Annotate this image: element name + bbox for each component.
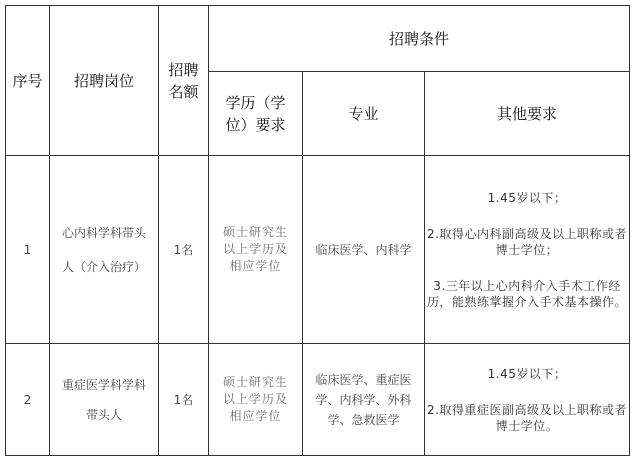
- row-seq: 1: [6, 156, 50, 344]
- row-position: [50, 344, 159, 456]
- row-major: [303, 344, 425, 456]
- row-position: [50, 156, 159, 344]
- header-major: 专业: [303, 72, 425, 156]
- row-degree-text: 硕士研究生以上学历及相应学位: [222, 225, 288, 273]
- header-other: 其他要求: [425, 72, 630, 156]
- requirement-line: 3.三年以上心内科介入手术工作经历，能熟练掌握介入手术基本操作。: [427, 278, 628, 309]
- row-degree: [209, 344, 303, 456]
- row-degree-text: 硕士研究生以上学历及相应学位: [222, 375, 288, 423]
- table-row: [6, 156, 630, 344]
- header-seq: 序号: [6, 6, 50, 156]
- row-requirements: [425, 156, 630, 344]
- header-degree: [209, 72, 303, 156]
- header-position: 招聘岗位: [50, 6, 159, 156]
- header-degree-text: 学历（学位）要求: [225, 93, 286, 134]
- row-requirements: [425, 344, 630, 456]
- header-row-top: [6, 6, 630, 72]
- requirement-line: 1.45岁以下；: [487, 190, 567, 205]
- recruitment-table: [5, 5, 630, 456]
- row-seq: 2: [6, 344, 50, 456]
- table-row: [6, 344, 630, 456]
- header-quota-text: 招聘名额: [168, 60, 199, 101]
- requirement-line: 2.取得心内科副高级及以上职称或者博士学位；: [427, 226, 627, 257]
- row-position-text: 心内科学科带头人（介入治疗）: [61, 225, 146, 274]
- row-quota: 1名: [159, 156, 209, 344]
- requirement-line: 1.45岁以下；: [487, 366, 567, 381]
- row-quota: 1名: [159, 344, 209, 456]
- row-degree: [209, 156, 303, 344]
- requirement-line: 2.取得重症医副高级及以上职称或者博士学位。: [427, 402, 627, 433]
- header-conditions: 招聘条件: [209, 6, 630, 72]
- row-major-text: 临床医学、重症医学、内科学、外科学、急救医学: [315, 372, 412, 427]
- row-position-text: 重症医学科学科带头人: [61, 377, 146, 422]
- header-quota: [159, 6, 209, 156]
- row-major: 临床医学、内科学: [303, 156, 425, 344]
